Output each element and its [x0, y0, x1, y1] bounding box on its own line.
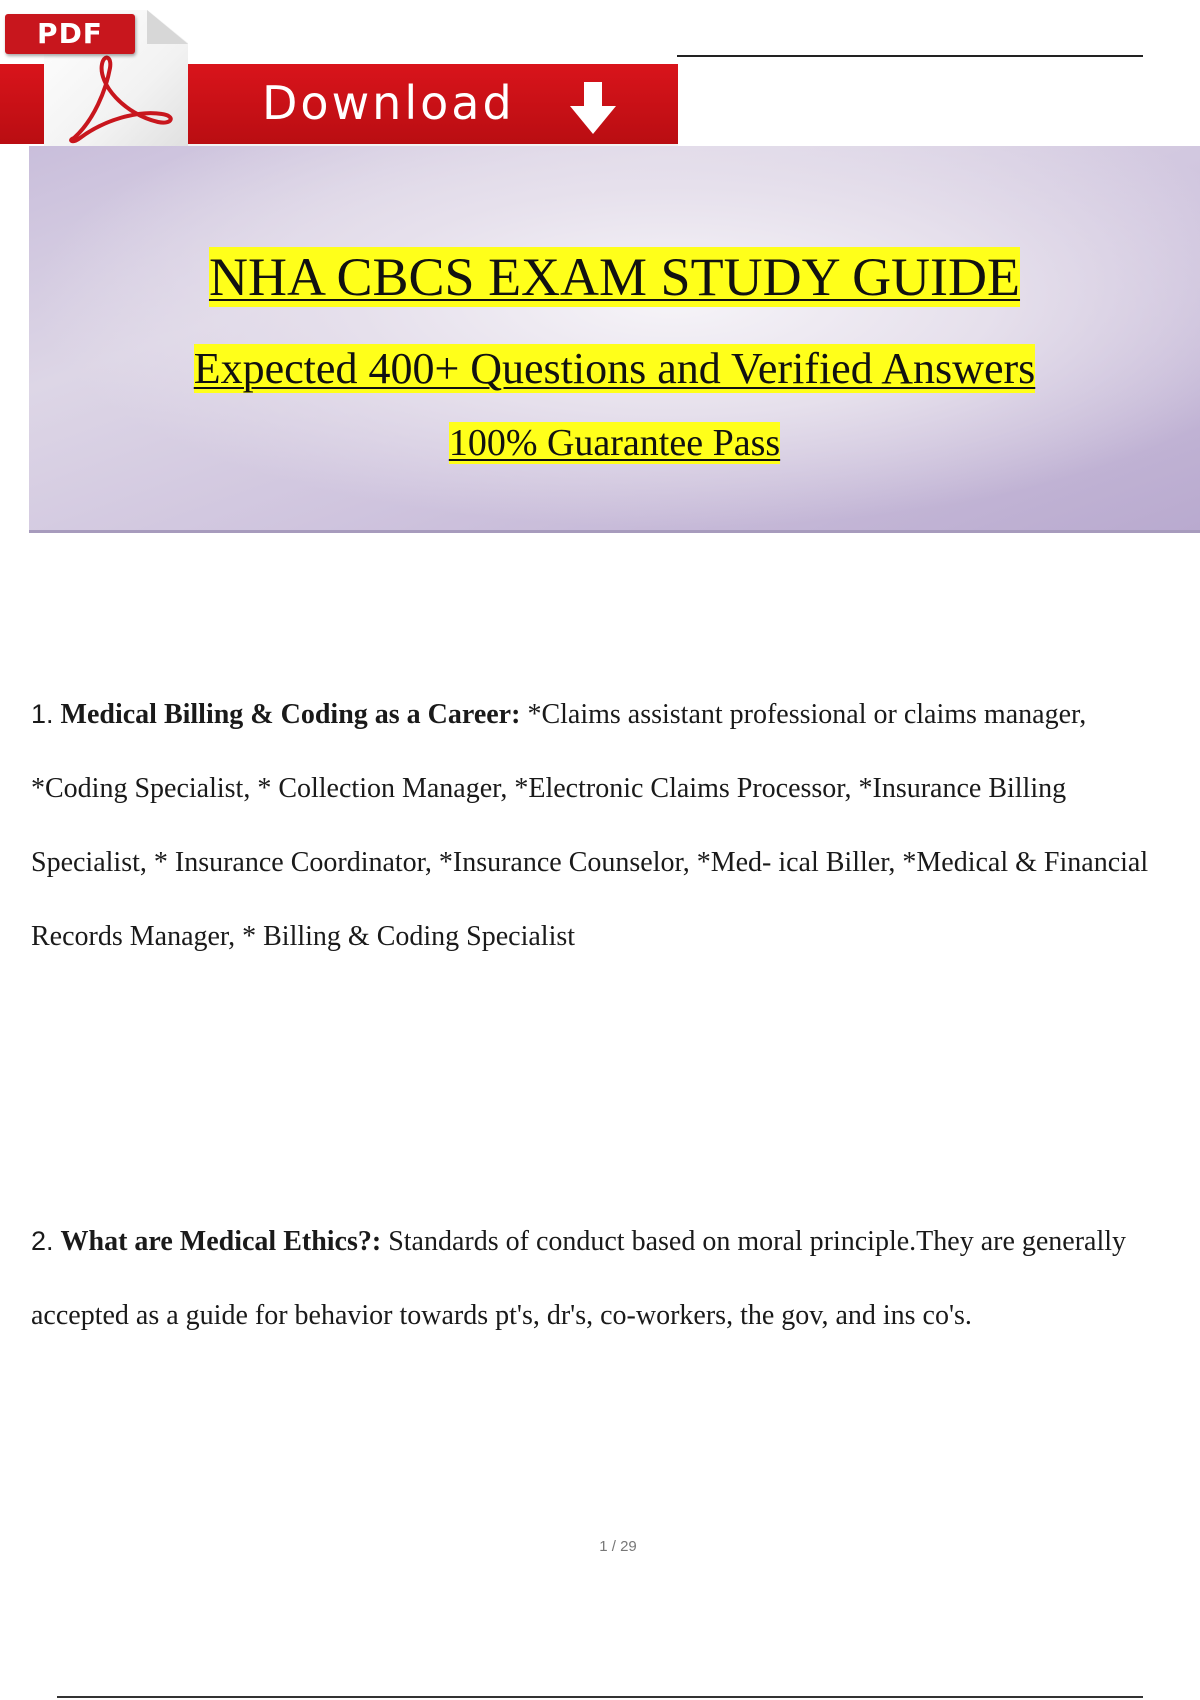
acrobat-logo-icon	[54, 50, 182, 150]
question-item	[31, 677, 1171, 974]
pdf-badge	[5, 14, 135, 54]
download-arrow-icon[interactable]	[566, 80, 620, 136]
title-panel	[29, 146, 1200, 533]
document-subtitle-text: Expected 400+ Questions and Verified Answers	[193, 344, 1036, 393]
pdf-download-banner[interactable]	[0, 0, 678, 162]
pdf-badge-label: PDF	[37, 17, 103, 50]
document-tagline	[29, 420, 1200, 466]
page-fold-icon	[147, 10, 188, 44]
page-indicator: 1 / 29	[599, 1538, 637, 1555]
document-subtitle	[29, 342, 1200, 396]
question-number: 1.	[31, 699, 54, 729]
question-number: 2.	[31, 1226, 54, 1256]
question-answer: *Claims assistant professional or claims manager, *Coding Specialist, * Collection Manager, *Electronic Claims Processor, *Insurance Billing Specialist, * Insurance Coordinator, *Insurance Counselor, *Med- ical Biller, *Medical & Financial Records Manager, * Billing & Coding Specialist	[31, 699, 1149, 952]
question-answer: Standards of conduct based on moral principle.They are generally accepted as a guide for behavior towards pt's, dr's, co-workers, the gov, and ins co's.	[31, 1226, 1127, 1331]
header-rule	[677, 55, 1143, 57]
document-title	[29, 244, 1200, 310]
question-term: What are Medical Ethics?:	[60, 1226, 382, 1257]
download-label[interactable]: Download	[262, 76, 515, 130]
footer-rule	[57, 1696, 1143, 1698]
question-term: Medical Billing & Coding as a Career:	[60, 699, 521, 730]
question-item	[31, 1204, 1171, 1353]
document-tagline-text: 100% Guarantee Pass	[448, 422, 781, 464]
document-title-text: NHA CBCS EXAM STUDY GUIDE	[208, 247, 1021, 307]
